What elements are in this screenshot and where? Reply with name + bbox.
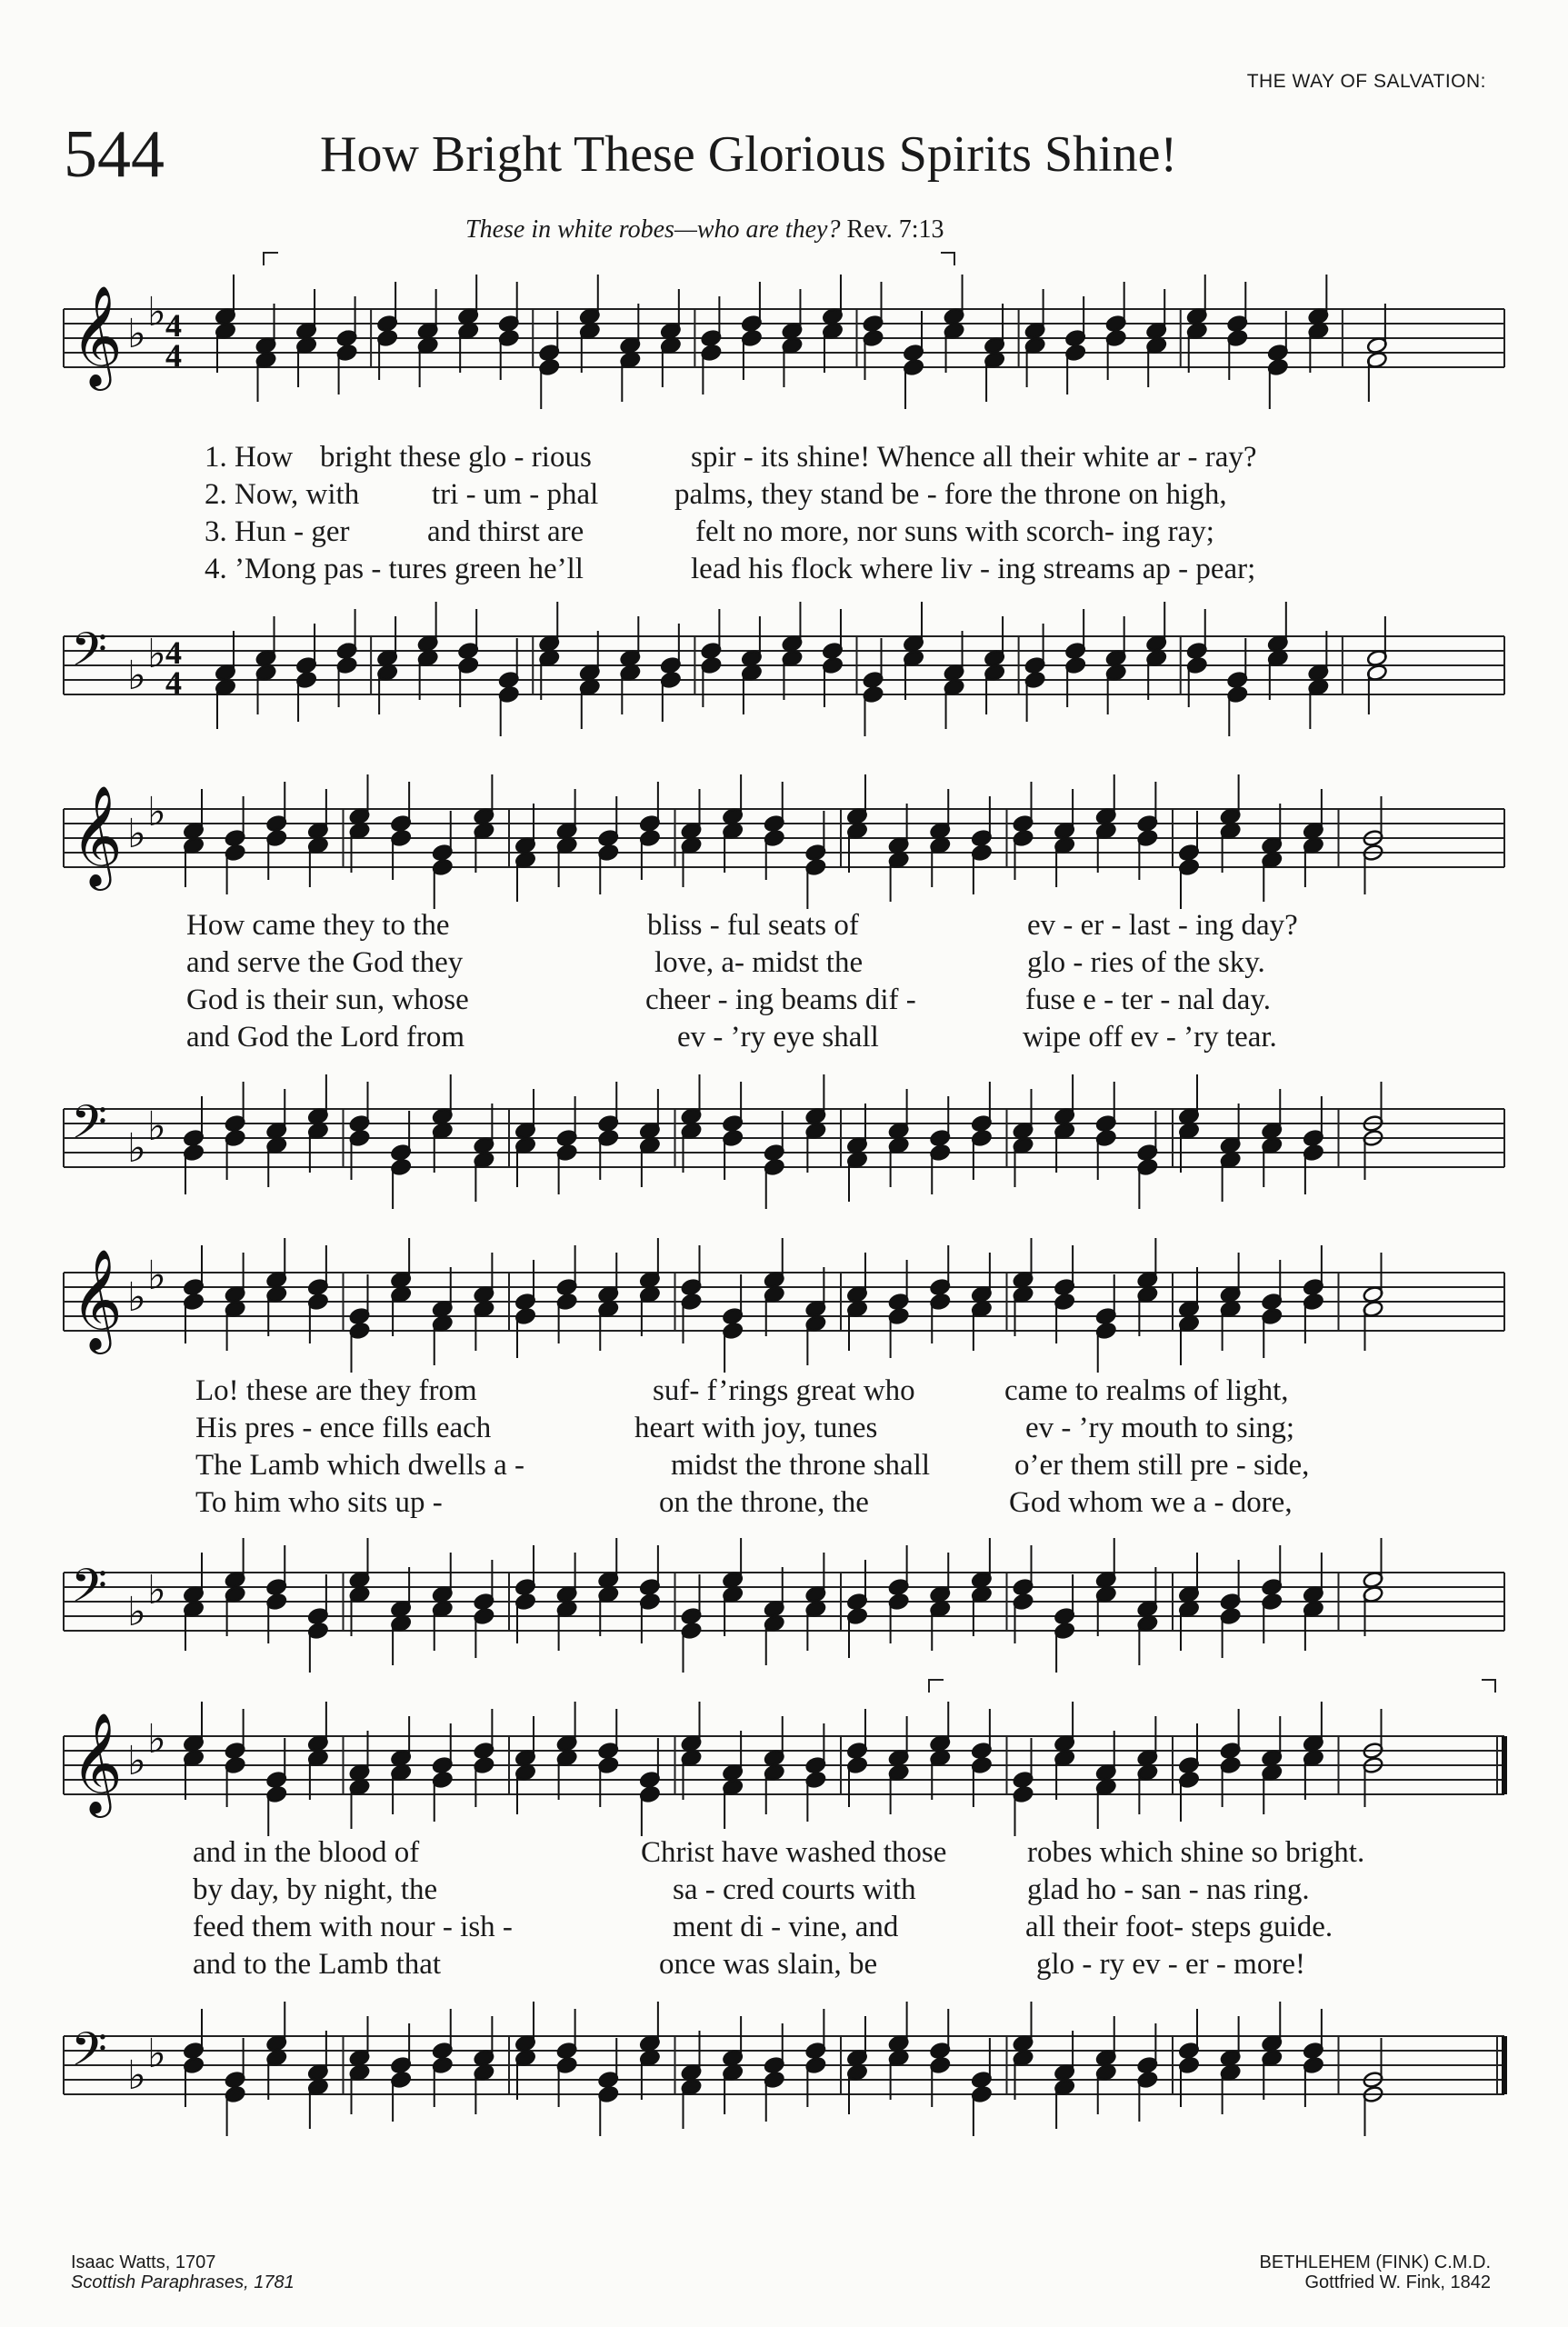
lyric-line-4-1 [0,1836,1568,1873]
flat-icon: ♭ [147,2031,166,2077]
flat-icon: ♭ [127,311,146,357]
lyric-line-1-2 [0,478,1568,514]
lyric-segment: To him who sits up - [195,1486,443,1519]
lyric-segment: feed them with nour - ish - [193,1911,513,1943]
scripture-reference [465,215,944,245]
lyric-line-1-3 [0,515,1568,552]
hymn-title: How Bright These Glorious Spirits Shine! [320,126,1178,183]
lyric-segment: The Lamb which dwells a - [195,1449,524,1482]
flat-icon: ♭ [127,1589,146,1635]
flat-icon: ♭ [127,653,146,699]
lyric-segment: ev - ’ry mouth to sing; [1025,1412,1295,1444]
lyric-segment: glo - ries of the sky. [1027,946,1265,979]
flat-icon: ♭ [127,1274,146,1321]
bass-staff-system-4 [0,2000,1568,2145]
flat-icon: ♭ [147,789,166,835]
lyric-segment: bright these glo - rious [320,441,592,474]
lyric-segment: by day, by night, the [193,1873,438,1906]
lyric-line-3-4 [0,1486,1568,1523]
lyric-segment: ev - ’ry eye shall [677,1021,879,1054]
lyric-line-3-2 [0,1412,1568,1448]
lyric-segment: glo - ry ev - er - more! [1036,1948,1305,1981]
flat-icon: ♭ [147,631,166,677]
lyric-segment: came to realms of light, [1004,1374,1289,1407]
lyric-segment: palms, they stand be - fore the throne on high, [674,478,1227,511]
flat-icon: ♭ [147,1253,166,1299]
lyric-segment: Lo! these are they from [195,1374,477,1407]
lyric-segment: and to the Lamb that [193,1948,442,1981]
bass-staff-system-2 [0,1073,1568,1218]
treble-clef-icon: 𝄞 [71,1248,123,1350]
lyric-line-4-3 [0,1911,1568,1947]
lyric-line-2-3 [0,984,1568,1020]
flat-icon: ♭ [147,1716,166,1763]
repeat-bracket [264,253,278,265]
bass-clef-icon: 𝄢 [71,2022,107,2088]
section-heading: THE WAY OF SALVATION: [1246,71,1486,92]
treble-clef-icon: 𝄞 [71,784,123,886]
text-credit [71,2252,295,2292]
lyric-segment: glad ho - san - nas ring. [1027,1873,1310,1906]
treble-clef-icon: 𝄞 [71,285,123,386]
lyric-segment: God whom we a - dore, [1009,1486,1293,1519]
lyric-segment: and thirst are [427,515,584,548]
lyric-segment: midst the throne shall [671,1449,931,1482]
lyric-segment: once was slain, be [659,1948,878,1981]
tune-name: BETHLEHEM (FINK) C.M.D. [1259,2252,1491,2272]
lyric-line-2-1 [0,909,1568,945]
bass-clef-icon: 𝄢 [71,1558,107,1624]
time-signature-bottom: 4 [165,337,182,374]
lyric-segment: o’er them still pre - side, [1014,1449,1310,1482]
lyric-line-3-1 [0,1374,1568,1411]
lyric-segment: God is their sun, whose [186,984,469,1016]
lyric-segment: on the throne, the [659,1486,869,1519]
lyric-line-1-1 [0,441,1568,477]
lyric-line-2-4 [0,1021,1568,1057]
flat-icon: ♭ [127,2052,146,2099]
lyric-segment: 3. Hun - ger [205,515,350,548]
repeat-bracket [929,1680,944,1693]
bass-clef-icon: 𝄢 [71,622,107,688]
composer-credit: Gottfried W. Fink, 1842 [1304,2272,1491,2292]
lyric-segment: cheer - ing beams dif - [645,984,916,1016]
lyric-segment: His pres - ence fills each [195,1412,492,1444]
lyric-segment: spir - its shine! Whence all their white ar - ray? [691,441,1257,474]
lyric-segment: love, a- midst the [654,946,864,979]
lyric-segment: robes which shine so bright. [1027,1836,1365,1869]
flat-icon: ♭ [147,1567,166,1613]
lyric-segment: 4. ’Mong pas - tures green he’ll [205,553,584,585]
flat-icon: ♭ [127,811,146,857]
flat-icon: ♭ [127,1738,146,1784]
lyric-segment: and serve the God they [186,946,464,979]
lyric-segment: lead his flock where liv - ing streams ap - pear; [691,553,1256,585]
flat-icon: ♭ [147,289,166,335]
bass-staff-system-1 [0,600,1568,745]
treble-staff-system-2 [0,773,1568,918]
source-credit: Scottish Paraphrases, 1781 [71,2272,295,2292]
lyric-segment: How came they to the [186,909,450,942]
lyric-segment: wipe off ev - ’ry tear. [1023,1021,1277,1054]
lyric-segment: 2. Now, with [205,478,360,511]
time-signature-top: 4 [165,307,182,344]
bass-staff-system-3 [0,1536,1568,1682]
lyric-segment: all their foot- steps guide. [1025,1911,1333,1943]
lyric-line-3-3 [0,1449,1568,1485]
lyric-line-1-4 [0,553,1568,589]
repeat-bracket [941,253,954,265]
lyric-segment: heart with joy, tunes [634,1412,878,1444]
flat-icon: ♭ [147,1104,166,1150]
lyric-segment: bliss - ful seats of [647,909,859,942]
time-signature-top: 4 [165,634,182,671]
treble-staff-system-1 [0,273,1568,418]
hymn-number: 544 [64,117,165,192]
author-credit: Isaac Watts, 1707 [71,2252,216,2272]
time-signature-bottom: 4 [165,664,182,701]
lyric-line-4-2 [0,1873,1568,1910]
tune-credit [1260,2252,1491,2292]
treble-clef-icon: 𝄞 [71,1712,123,1813]
lyric-segment: and in the blood of [193,1836,420,1869]
lyric-segment: felt no more, nor suns with scorch- ing ray; [695,515,1214,548]
scripture-quote: These in white robes—who are they? [465,215,841,244]
treble-staff-system-4 [0,1700,1568,1845]
lyric-segment: ev - er - last - ing day? [1027,909,1298,942]
lyric-segment: 1. How [205,441,294,474]
flat-icon: ♭ [127,1125,146,1172]
repeat-bracket [1482,1680,1495,1693]
lyric-segment: Christ have washed those [641,1836,947,1869]
lyric-segment: suf- f’rings great who [653,1374,915,1407]
treble-staff-system-3 [0,1236,1568,1382]
bass-clef-icon: 𝄢 [71,1094,107,1161]
lyric-segment: ment di - vine, and [673,1911,899,1943]
lyric-line-2-2 [0,946,1568,983]
lyric-segment: and God the Lord from [186,1021,465,1054]
lyric-segment: fuse e - ter - nal day. [1025,984,1271,1016]
lyric-line-4-4 [0,1948,1568,1984]
scripture-ref: Rev. 7:13 [846,215,944,244]
lyric-segment: sa - cred courts with [673,1873,916,1906]
lyric-segment: tri - um - phal [432,478,599,511]
